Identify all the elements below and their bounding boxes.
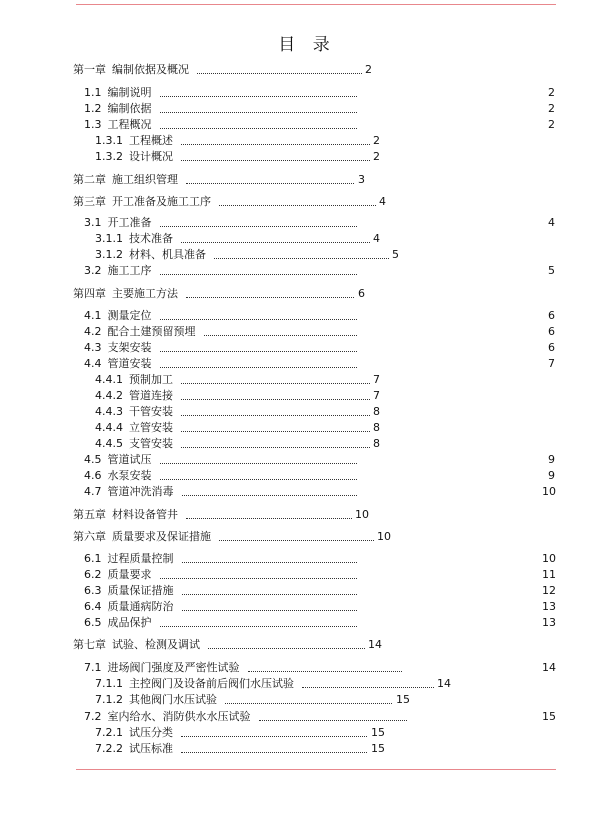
toc-entry[interactable] — [84, 616, 600, 630]
toc-dot-leader — [181, 150, 370, 161]
toc-dot-leader — [259, 710, 407, 721]
toc-dot-leader — [181, 421, 370, 432]
toc-entry[interactable] — [95, 150, 600, 164]
toc-page-number: 2 — [373, 150, 380, 163]
toc-entry[interactable] — [95, 248, 600, 262]
toc-dot-leader — [181, 134, 370, 145]
toc-page-number: 12 — [542, 584, 556, 597]
toc-entry-title: 开工准备 — [107, 216, 152, 229]
toc-entry-title: 施工工序 — [107, 264, 152, 277]
toc-page-number: 15 — [371, 742, 385, 755]
toc-dot-leader — [181, 232, 370, 243]
toc-dot-leader — [160, 341, 357, 352]
toc-entry-title: 试验、检测及调试 — [112, 638, 200, 651]
toc-entry-title: 材料、机具准备 — [129, 248, 206, 261]
toc-page-number: 11 — [542, 568, 556, 581]
toc-entry-number: 6.4 — [84, 600, 102, 613]
toc-entry-number: 1.3 — [84, 118, 102, 131]
toc-entry-title: 试压标准 — [129, 742, 173, 755]
toc-dot-leader — [181, 405, 370, 416]
toc-entry-title: 技术准备 — [129, 232, 173, 245]
toc-page-number: 15 — [396, 693, 410, 706]
toc-dot-leader — [160, 102, 357, 113]
toc-entry[interactable] — [73, 508, 600, 522]
toc-dot-leader — [160, 357, 357, 368]
toc-entry-number: 第三章 — [73, 195, 106, 208]
toc-entry-title: 管道安装 — [107, 357, 152, 370]
toc-entry-title: 测量定位 — [107, 309, 152, 322]
toc-page-number: 2 — [548, 86, 555, 99]
toc-dot-leader — [214, 248, 389, 259]
toc-entry-number: 7.1.2 — [95, 693, 123, 706]
toc-entry-number: 3.1 — [84, 216, 102, 229]
toc-entry-title: 施工组织管理 — [112, 173, 178, 186]
toc-entry-title: 质量要求 — [107, 568, 152, 581]
toc-entry-title: 开工准备及施工工序 — [112, 195, 211, 208]
toc-entry-number: 第四章 — [73, 287, 106, 300]
toc-entry-title: 进场阀门强度及严密性试验 — [107, 661, 240, 674]
toc-entry[interactable] — [95, 232, 600, 246]
toc-entry-title: 干管安装 — [129, 405, 173, 418]
toc-dot-leader — [181, 742, 367, 753]
toc-entry[interactable] — [84, 710, 600, 724]
toc-dot-leader — [186, 508, 352, 519]
toc-dot-leader — [160, 469, 357, 480]
toc-dot-leader — [197, 63, 362, 74]
toc-entry-title: 支架安装 — [107, 341, 152, 354]
toc-page-number: 7 — [548, 357, 555, 370]
toc-entry-number: 1.3.1 — [95, 134, 123, 147]
toc-entry-number: 6.2 — [84, 568, 102, 581]
toc-dot-leader — [181, 437, 370, 448]
toc-dot-leader — [160, 264, 357, 275]
toc-page-number: 8 — [373, 421, 380, 434]
toc-dot-leader — [186, 173, 354, 184]
toc-entry[interactable] — [95, 742, 600, 756]
toc-entry-number: 4.4.2 — [95, 389, 123, 402]
toc-entry-title: 质量保证措施 — [107, 584, 174, 597]
toc-entry-title: 主要施工方法 — [112, 287, 178, 300]
toc-entry-number: 第二章 — [73, 173, 106, 186]
toc-entry-number: 6.5 — [84, 616, 102, 629]
toc-dot-leader — [248, 661, 402, 672]
toc-entry-number: 4.4.5 — [95, 437, 123, 450]
toc-entry[interactable] — [84, 264, 600, 278]
toc-entry[interactable] — [84, 102, 600, 116]
toc-dot-leader — [182, 584, 357, 595]
toc-dot-leader — [160, 453, 357, 464]
toc-entry-title: 编制依据 — [107, 102, 152, 115]
toc-page-number: 4 — [373, 232, 380, 245]
toc-entry[interactable] — [73, 530, 600, 544]
toc-entry-title: 材料设备管井 — [112, 508, 178, 521]
toc-entry-title: 质量通病防治 — [107, 600, 174, 613]
toc-entry[interactable] — [95, 726, 600, 740]
toc-entry-title: 立管安装 — [129, 421, 173, 434]
toc-entry-title: 成品保护 — [107, 616, 152, 629]
toc-page-number: 13 — [542, 600, 556, 613]
toc-entry[interactable] — [95, 134, 600, 148]
toc-entry-number: 6.3 — [84, 584, 102, 597]
toc-entry[interactable] — [84, 325, 600, 339]
toc-page-number: 6 — [358, 287, 365, 300]
toc-entry-title: 配合土建预留预埋 — [107, 325, 196, 338]
toc-page-number: 14 — [368, 638, 382, 651]
toc-page-number: 10 — [542, 552, 556, 565]
toc-dot-leader — [186, 287, 354, 298]
toc-entry-number: 4.4.1 — [95, 373, 123, 386]
toc-entry-number: 4.1 — [84, 309, 102, 322]
toc-page-number: 2 — [548, 118, 555, 131]
toc-dot-leader — [208, 638, 365, 649]
toc-entry[interactable] — [84, 453, 600, 467]
toc-entry[interactable] — [73, 173, 600, 187]
toc-entry-title: 水泵安装 — [107, 469, 152, 482]
toc-entry-number: 7.1 — [84, 661, 102, 674]
toc-dot-leader — [182, 600, 357, 611]
toc-page-number: 9 — [548, 469, 555, 482]
toc-entry[interactable] — [95, 389, 600, 403]
toc-entry[interactable] — [84, 309, 600, 323]
toc-dot-leader — [302, 677, 434, 688]
toc-page-number: 4 — [379, 195, 386, 208]
toc-dot-leader — [182, 485, 357, 496]
toc-entry[interactable] — [84, 552, 600, 566]
toc-entry[interactable] — [84, 469, 600, 483]
toc-entry-title: 设计概况 — [129, 150, 173, 163]
toc-entry-title: 质量要求及保证措施 — [112, 530, 211, 543]
toc-entry-title: 管道试压 — [107, 453, 152, 466]
toc-dot-leader — [182, 552, 357, 563]
toc-entry-number: 4.7 — [84, 485, 102, 498]
toc-page-number: 14 — [542, 661, 556, 674]
toc-entry-number: 4.6 — [84, 469, 102, 482]
toc-entry[interactable] — [95, 677, 600, 691]
toc-entry-title: 其他阀门水压试验 — [129, 693, 217, 706]
toc-dot-leader — [219, 530, 374, 541]
toc-entry[interactable] — [73, 638, 600, 652]
toc-page-number: 13 — [542, 616, 556, 629]
toc-page-number: 3 — [358, 173, 365, 186]
toc-page-number: 10 — [355, 508, 369, 521]
toc-entry-title: 工程概况 — [107, 118, 152, 131]
page-title: 目 录 — [278, 35, 336, 55]
toc-page-number: 7 — [373, 373, 380, 386]
toc-page-number: 4 — [548, 216, 555, 229]
toc-page-number: 15 — [371, 726, 385, 739]
toc-page-number: 14 — [437, 677, 451, 690]
toc-dot-leader — [219, 195, 376, 206]
toc-entry[interactable] — [84, 600, 600, 614]
toc-entry-title: 室内给水、消防供水水压试验 — [107, 710, 251, 723]
toc-page-number: 8 — [373, 405, 380, 418]
toc-entry-number: 第一章 — [73, 63, 106, 76]
toc-entry-number: 7.2.2 — [95, 742, 123, 755]
toc-entry[interactable] — [84, 584, 600, 598]
toc-page-number: 15 — [542, 710, 556, 723]
toc-page-number: 6 — [548, 341, 555, 354]
toc-entry-number: 第五章 — [73, 508, 106, 521]
toc-entry-title: 预制加工 — [129, 373, 173, 386]
toc-dot-leader — [160, 616, 357, 627]
toc-dot-leader — [160, 118, 357, 129]
toc-page-number: 9 — [548, 453, 555, 466]
toc-entry-number: 第七章 — [73, 638, 106, 651]
toc-entry[interactable] — [84, 568, 600, 582]
toc-dot-leader — [160, 309, 357, 320]
toc-entry[interactable] — [73, 287, 600, 301]
toc-dot-leader — [204, 325, 357, 336]
toc-entry-number: 1.3.2 — [95, 150, 123, 163]
toc-entry-number: 4.4.4 — [95, 421, 123, 434]
toc-entry-number: 1.1 — [84, 86, 102, 99]
toc-entry[interactable] — [84, 485, 600, 499]
toc-entry-number: 4.2 — [84, 325, 102, 338]
toc-entry-title: 编制说明 — [107, 86, 152, 99]
toc-entry[interactable] — [95, 693, 600, 707]
toc-page-number: 2 — [548, 102, 555, 115]
toc-entry-number: 4.4 — [84, 357, 102, 370]
toc-entry[interactable] — [73, 63, 600, 77]
toc-entry[interactable] — [95, 421, 600, 435]
toc-entry-number: 7.2 — [84, 710, 102, 723]
toc-dot-leader — [160, 216, 357, 227]
toc-entry-title: 过程质量控制 — [107, 552, 174, 565]
toc-entry[interactable] — [84, 118, 600, 132]
toc-page-number: 5 — [548, 264, 555, 277]
toc-entry[interactable] — [95, 373, 600, 387]
toc-entry-title: 支管安装 — [129, 437, 173, 450]
toc-entry[interactable] — [95, 405, 600, 419]
toc-entry-title: 编制依据及概况 — [112, 63, 189, 76]
toc-entry-title: 工程概述 — [129, 134, 173, 147]
toc-dot-leader — [181, 389, 370, 400]
toc-entry-title: 试压分类 — [129, 726, 173, 739]
toc-entry-title: 主控阀门及设备前后阀们水压试验 — [129, 677, 294, 690]
toc-page-number: 10 — [542, 485, 556, 498]
toc-page-number: 10 — [377, 530, 391, 543]
toc-dot-leader — [160, 568, 357, 579]
toc-dot-leader — [181, 726, 367, 737]
toc-entry-title: 管道连接 — [129, 389, 173, 402]
toc-entry[interactable] — [84, 341, 600, 355]
toc-entry-number: 7.1.1 — [95, 677, 123, 690]
toc-dot-leader — [225, 693, 392, 704]
toc-dot-leader — [181, 373, 370, 384]
toc-page-number: 2 — [373, 134, 380, 147]
toc-entry-number: 1.2 — [84, 102, 102, 115]
toc-entry[interactable] — [73, 195, 600, 209]
toc-entry[interactable] — [95, 437, 600, 451]
toc-entry-number: 4.4.3 — [95, 405, 123, 418]
toc-entry-number: 第六章 — [73, 530, 106, 543]
toc-entry-number: 3.1.2 — [95, 248, 123, 261]
toc-entry-number: 3.2 — [84, 264, 102, 277]
toc-page-number: 6 — [548, 325, 555, 338]
toc-page-number: 7 — [373, 389, 380, 402]
toc-entry-number: 4.3 — [84, 341, 102, 354]
toc-entry[interactable] — [84, 86, 600, 100]
toc-dot-leader — [160, 86, 357, 97]
toc-entry[interactable] — [84, 216, 600, 230]
toc-entry-number: 6.1 — [84, 552, 102, 565]
toc-entry-title: 管道冲洗消毒 — [107, 485, 174, 498]
toc-entry-number: 7.2.1 — [95, 726, 123, 739]
toc-page-number: 5 — [392, 248, 399, 261]
toc-entry-number: 4.5 — [84, 453, 102, 466]
toc-entry-number: 3.1.1 — [95, 232, 123, 245]
toc-page-number: 2 — [365, 63, 372, 76]
footer-rule — [76, 769, 556, 770]
toc-page-number: 6 — [548, 309, 555, 322]
toc-entry[interactable] — [84, 357, 600, 371]
toc-page-number: 8 — [373, 437, 380, 450]
toc-entry[interactable] — [84, 661, 600, 675]
